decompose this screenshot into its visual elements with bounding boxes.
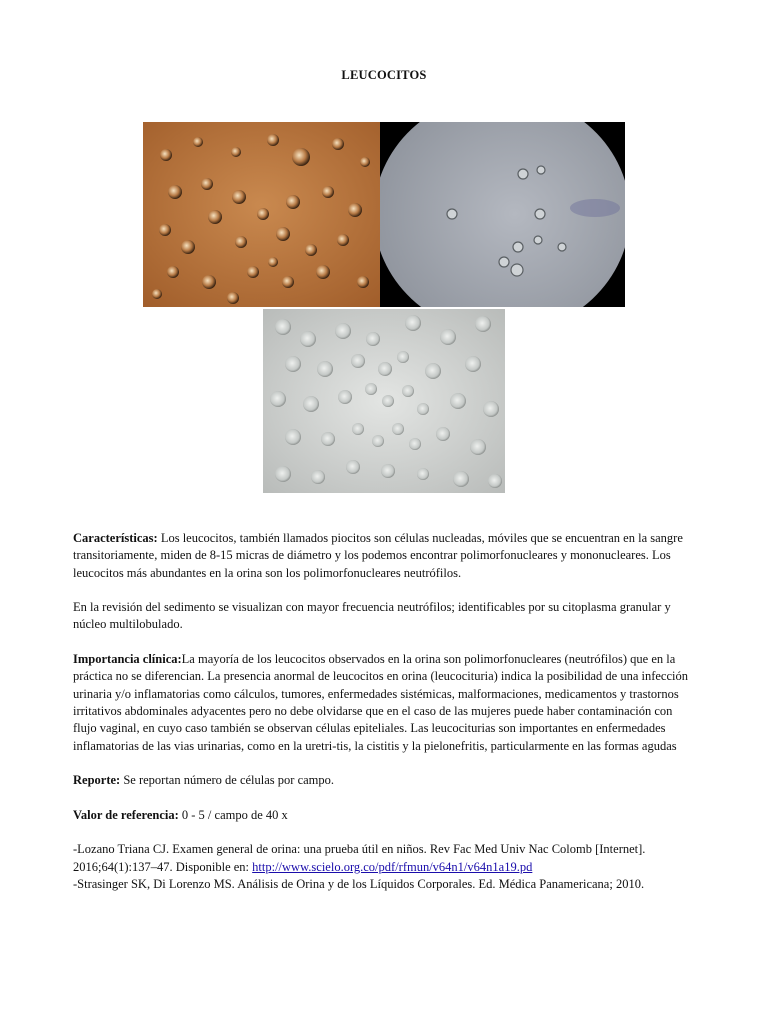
- importancia-text: La mayoría de los leucocitos observados en la orina son polimorfonucleares (neutrófilos) que en la práctica no se diferencian. La presencia anormal de leucocitos en orina (leucocituria) indica la posibilidad de una infección urinaria y/o inflamatorias como cálculos, tumores, enfermedades sistémicas, malformaciones, medicamentos y trastornos irritativos abdominales adyacentes pero no debe olvidarse que en el caso de las mujeres puede haber contaminación con flujo vaginal, en cuyo caso también se observan células epiteliales. Las leucociturias son importantes en enfermedades inflamatorias de las vias urinarias, como en la uretri-tis, la cistitis y la pielonefritis, particularmente en las formas agudas: [73, 652, 689, 753]
- caracteristicas-paragraph: [73, 530, 698, 582]
- references: [73, 841, 698, 893]
- valor-label: Valor de referencia:: [73, 807, 179, 822]
- reporte-paragraph: [73, 772, 698, 789]
- revision-paragraph: En la revisión del sedimento se visualizan con mayor frecuencia neutrófilos; identificables por su citoplasma granular y núcleo multilobulado.: [73, 600, 671, 632]
- micrograph-image-icon: [143, 122, 380, 307]
- leukocytes-micrograph-grey: [380, 122, 625, 307]
- reference-2: -Strasinger SK, Di Lorenzo MS. Análisis de Orina y de los Líquidos Corporales. Ed. Médica Panamericana; 2010.: [73, 876, 645, 891]
- micrograph-image-icon: [263, 309, 505, 493]
- page-title: LEUCOCITOS: [341, 68, 427, 82]
- leukocytes-micrograph-light: [263, 309, 505, 493]
- micrograph-image-icon: [380, 122, 625, 307]
- valor-paragraph: [73, 807, 698, 824]
- reference-1-link[interactable]: http://www.scielo.org.co/pdf/rfmun/v64n1/v64n1a19.pd: [252, 859, 533, 874]
- reporte-text: Se reportan número de células por campo.: [120, 773, 335, 788]
- document-body: [73, 530, 698, 893]
- importancia-label: Importancia clínica:: [73, 652, 182, 667]
- reference-1-text: -Lozano Triana CJ. Examen general de orina: una prueba útil en niños. Rev Fac Med Univ Nac Colomb [Internet]. 2016;64(1):137–47. Disponible en:: [73, 842, 646, 874]
- caracteristicas-text: Los leucocitos, también llamados piocitos son células nucleadas, móviles que se encuentran en la sangre transitoriamente, miden de 8-15 micras de diámetro y los podemos encontrar polimorfonucleares y mononucleares. Los leucocitos más abundantes en la orina son los polimorfonucleares neutrófilos.: [73, 531, 683, 580]
- valor-text: 0 - 5 / campo de 40 x: [178, 807, 288, 822]
- reporte-label: Reporte:: [73, 773, 121, 788]
- leukocytes-micrograph-brown: [143, 122, 380, 307]
- importancia-paragraph: [73, 651, 698, 755]
- caracteristicas-label: Características:: [73, 531, 158, 545]
- reference-1: [73, 841, 698, 876]
